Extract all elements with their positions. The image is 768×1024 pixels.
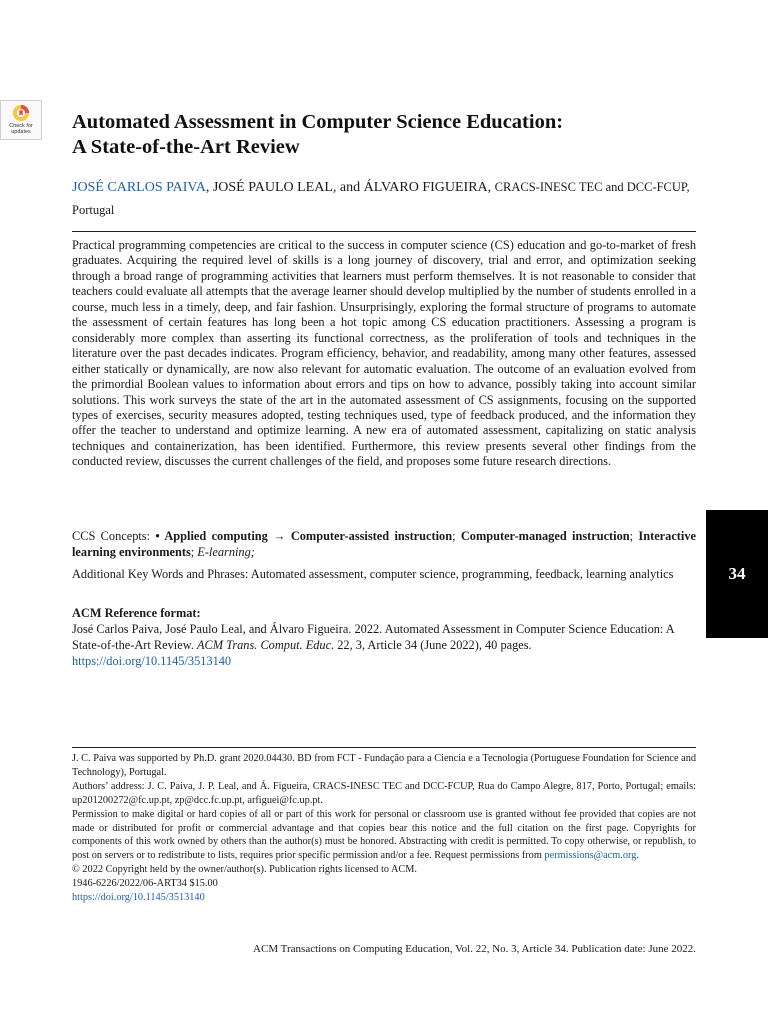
acm-reference — [72, 605, 696, 669]
other-authors: JOSÉ PAULO LEAL, and ÁLVARO FIGUEIRA — [212, 180, 488, 195]
title-line-2: A State-of-the-Art Review — [72, 136, 300, 158]
article-number-tab — [706, 510, 768, 638]
running-footer: ACM Transactions on Computing Education, Vol. 22, No. 3, Article 34. Publication date: June 2022. — [253, 943, 696, 955]
permission-end: . — [636, 850, 639, 862]
keywords-label: Additional Key Words and Phrases: — [72, 567, 251, 581]
copyright-note: © 2022 Copyright held by the owner/author(s). Publication rights licensed to ACM. — [72, 864, 418, 876]
permissions-email-link[interactable]: permissions@acm.org — [544, 850, 637, 862]
reference-text: José Carlos Paiva, José Paulo Leal, and Álvaro Figueira. 2022. Automated Assessment in Computer Science Education: A State-of-the-Art Review. — [72, 622, 675, 652]
ccs-concept-1: Applied computing → Computer-assisted instruction — [164, 529, 453, 543]
abstract-top-rule — [72, 231, 696, 232]
footnote-rule — [72, 747, 696, 748]
reference-doi-link[interactable]: https://doi.org/10.1145/3513140 — [72, 654, 232, 668]
author-list — [72, 176, 700, 222]
reference-heading: ACM Reference format: — [72, 606, 201, 620]
ccs-concept-4: E-learning; — [197, 545, 255, 559]
ccs-label: CCS Concepts: — [72, 529, 156, 543]
permission-text: Permission to make digital or hard copies of all or part of this work for personal or classroom use is granted without fee provided that copies are not made or distributed for profit or commercial advantage and that copies bear this notice and the full citation on the first page. Copyrights for components of this work owned by others than the author(s) must be honored. Abstracting with credit is permitted. To copy otherwise, or republish, to post on servers or to redistribute to lists, requires prior specific permission and/or a fee. Request permissions from — [72, 808, 696, 862]
affiliation: CRACS-INESC TEC and DCC-FCUP, Portugal — [72, 180, 690, 217]
authors-address: Authors’ address: J. C. Paiva, J. P. Leal, and Á. Figueira, CRACS-INESC TEC and DCC-FCUP, Rua do Campo Alegre, 817, Porto, Portugal; emails: up201200272@fc.up.pt, zp@dcc.fc.up.pt, arfiguei@fc.up.pt. — [72, 780, 696, 806]
paper-title — [72, 110, 702, 160]
issn-price: 1946-6226/2022/06-ART34 $15.00 — [72, 878, 218, 890]
author-separator: , — [205, 180, 213, 195]
abstract: Practical programming competencies are critical to the success in computer science (CS) education and go-to-market of fresh graduates. Acquiring the required level of skills is a long journey of discovery, trial and error, and optimization seeking through a broad range of programming activities that learners must perform themselves. It is not reasonable to consider that teachers could evaluate all attempts that the average learner should develop multiplied by the number of students enrolled in a course, much less in a timely, deep, and fair fashion. Unsurprisingly, exploring the formal structure of programs to automate the assessment of certain features has long been a hot topic among CS education practitioners. Assessing a program is considerably more complex than asserting its functional correctness, as the proliferation of tools and techniques in the literature over the past decades indicates. Program efficiency, behavior, and readability, among many other features, assessed either statically or dynamically, are now also relevant for automatic evaluation. The outcome of an evaluation evolved from the primordial Boolean values to information about errors and tips on how to advance, possibly taking into account similar solutions. This work surveys the state of the art in the automated assessment of CS assignments, focusing on the supported types of exercises, security measures adopted, testing techniques used, type of feedback produced, and the information they offer the teacher to understand and optimize learning. A new era of automated assessment, capitalizing on static analysis techniques and containerization, has been identified. Furthermore, this review presents several other findings from the conducted review, discusses the current challenges of the field, and proposes some future research directions. — [72, 238, 696, 469]
badge-label: Check for updates — [9, 123, 33, 135]
permission-note — [72, 808, 696, 864]
check-for-updates-icon — [12, 104, 30, 122]
ccs-concept-2: Computer-managed instruction — [460, 529, 630, 543]
reference-tail: 22, 3, Article 34 (June 2022), 40 pages. — [334, 638, 532, 652]
title-line-1: Automated Assessment in Computer Science Education: — [72, 111, 564, 133]
reference-journal: ACM Trans. Comput. Educ. — [197, 638, 335, 652]
affiliation-separator: , — [487, 180, 495, 195]
ccs-sep-2: ; — [629, 529, 639, 543]
ccs-bullet: • — [155, 529, 165, 543]
keywords — [72, 566, 696, 582]
footnote-doi-link[interactable]: https://doi.org/10.1145/3513140 — [72, 892, 205, 904]
ccs-sep-3: ; — [190, 545, 198, 559]
funding-note: J. C. Paiva was supported by Ph.D. grant 2020.04430. BD from FCT - Fundação para a Ciencia e a Tecnologia (Portuguese Foundation for Science and Technology), Portugal. — [72, 753, 696, 778]
ccs-concepts — [72, 528, 696, 560]
footnotes — [72, 752, 696, 905]
keywords-text: Automated assessment, computer science, programming, feedback, learning analytics — [250, 567, 674, 581]
ccs-sep-1: ; — [452, 529, 461, 543]
article-number: 34 — [728, 564, 746, 583]
ccs-concept-3: Interactive learning environments — [72, 529, 696, 559]
check-for-updates-badge[interactable] — [0, 100, 42, 140]
lead-author-link[interactable]: JOSÉ CARLOS PAIVA — [72, 180, 206, 195]
